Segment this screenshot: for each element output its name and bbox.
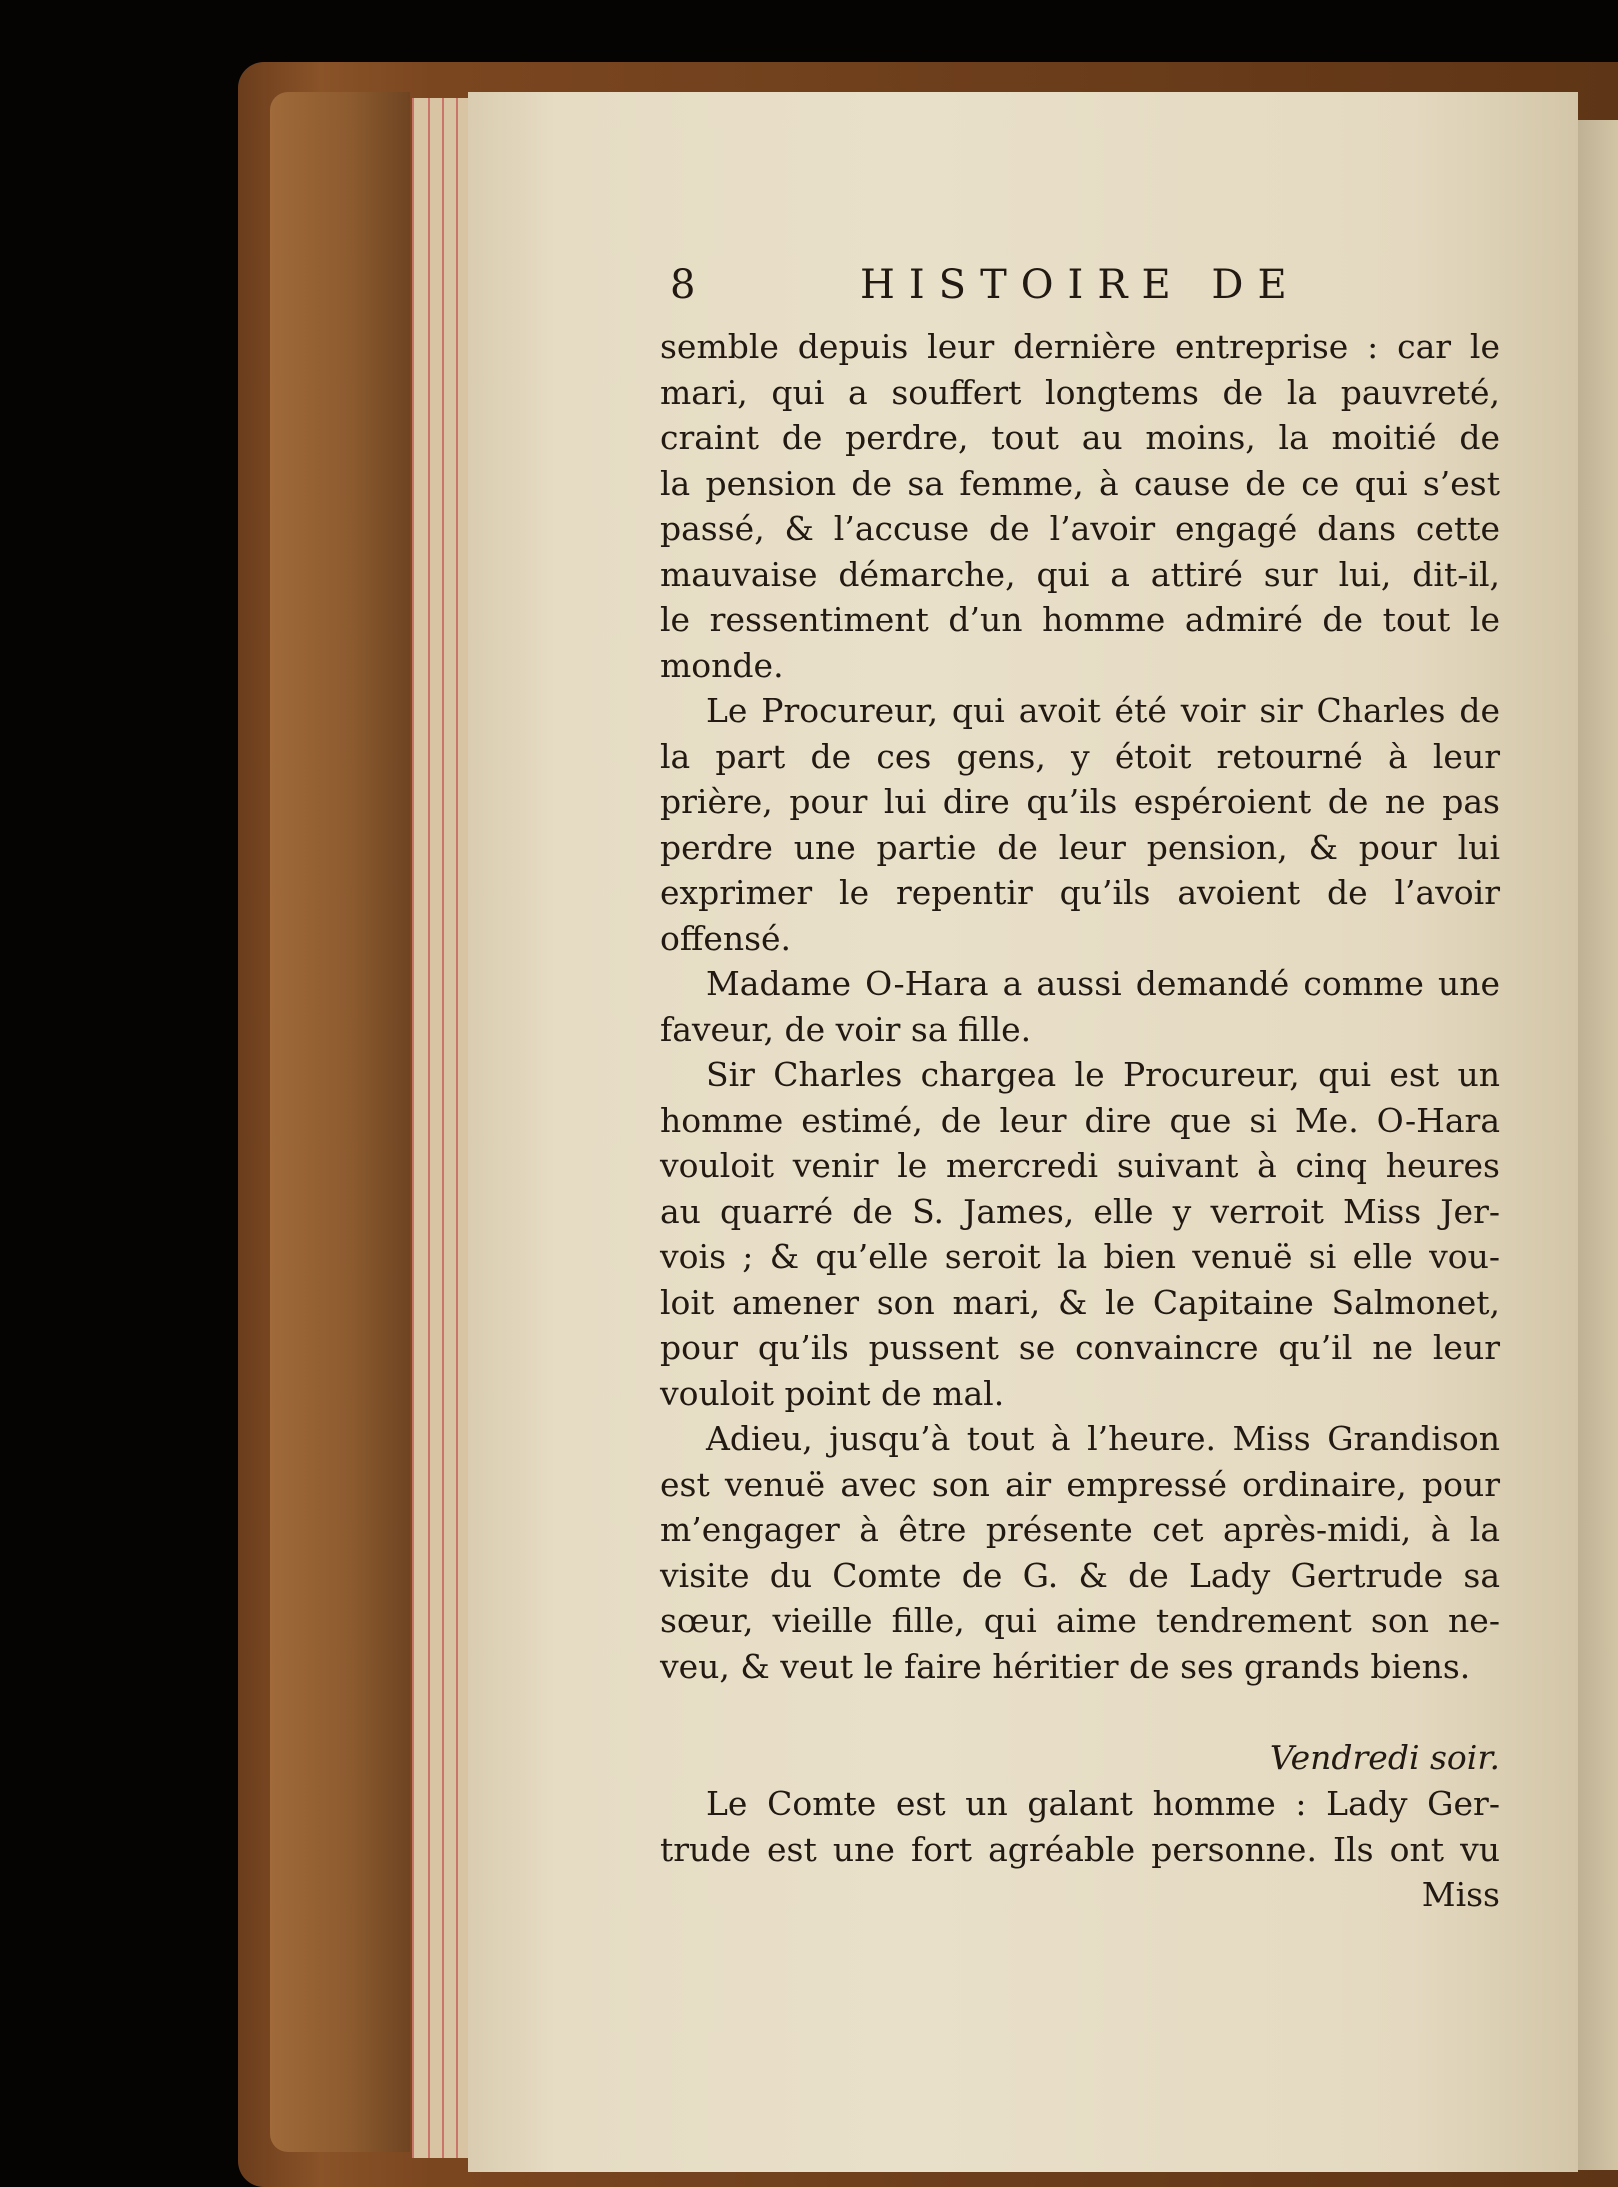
text-line: au quarré de S. James, elle y verroit Miss Jer- bbox=[660, 1191, 1500, 1231]
text-line: trude est une fort agréable personne. Ils ont vu bbox=[660, 1829, 1500, 1869]
text-line: Madame O-Hara a aussi demandé comme une bbox=[706, 964, 1500, 1003]
text-line: prière, pour lui dire qu’ils espéroient de ne pas bbox=[660, 782, 1500, 821]
dateline: Vendredi soir. bbox=[1269, 1738, 1500, 1777]
text-line: homme estimé, de leur dire que si Me. O-Hara bbox=[660, 1100, 1500, 1140]
text-line: perdre une partie de leur pension, & pour lui bbox=[660, 827, 1500, 867]
page-number: 8 bbox=[670, 262, 710, 308]
text-line: loit amener son mari, & le Capitaine Salmonet, bbox=[660, 1282, 1500, 1322]
text-line: craint de perdre, tout au moins, la moitié de bbox=[660, 418, 1500, 457]
text-line: le ressentiment d’un homme admiré de tout le bbox=[660, 600, 1500, 639]
body-paragraphs-continued bbox=[660, 1781, 1500, 1872]
binding-turn-in bbox=[270, 92, 410, 2152]
catchword: Miss bbox=[1421, 1875, 1500, 1914]
text-line: Le Comte est un galant homme : Lady Ger- bbox=[706, 1784, 1500, 1823]
text-line: la pension de sa femme, à cause de ce qui s’est bbox=[660, 463, 1500, 503]
running-title: HISTOIRE DE bbox=[860, 262, 1301, 308]
text-line: passé, & l’accuse de l’avoir engagé dans cette bbox=[660, 509, 1500, 548]
running-head bbox=[660, 262, 1500, 324]
text-line: offensé. bbox=[660, 918, 792, 958]
text-line: faveur, de voir sa fille. bbox=[660, 1009, 1032, 1049]
text-line: est venuë avec son air empressé ordinaire, pour bbox=[660, 1464, 1500, 1504]
text-line: veu, & veut le faire héritier de ses grands biens. bbox=[660, 1646, 1471, 1686]
body-paragraphs bbox=[660, 324, 1500, 1689]
page-edge bbox=[428, 98, 442, 2158]
text-line: vouloit venir le mercredi suivant à cinq heures bbox=[660, 1146, 1500, 1185]
text-line: exprimer le repentir qu’ils avoient de l’avoir bbox=[660, 873, 1500, 912]
page-text bbox=[660, 262, 1500, 1918]
text-line: sœur, vieille fille, qui aime tendrement son ne- bbox=[660, 1601, 1500, 1640]
facing-page-edge bbox=[1578, 120, 1618, 2170]
text-line: m’engager à être présente cet après-midi, à la bbox=[660, 1510, 1500, 1549]
text-line: mauvaise démarche, qui a attiré sur lui, dit-il, bbox=[660, 554, 1500, 594]
text-line: visite du Comte de G. & de Lady Gertrude sa bbox=[660, 1555, 1500, 1595]
page-edge bbox=[412, 98, 428, 2158]
text-line: mari, qui a souffert longtems de la pauvreté, bbox=[660, 372, 1500, 412]
text-line: monde. bbox=[660, 645, 784, 685]
text-line: vouloit point de mal. bbox=[660, 1373, 1005, 1413]
page-edge bbox=[442, 98, 456, 2158]
text-line: la part de ces gens, y étoit retourné à leur bbox=[660, 736, 1500, 776]
text-line: Sir Charles chargea le Procureur, qui est un bbox=[706, 1055, 1500, 1094]
text-line: pour qu’ils pussent se convaincre qu’il ne leur bbox=[660, 1328, 1500, 1367]
text-line: Le Procureur, qui avoit été voir sir Charles de bbox=[706, 691, 1500, 730]
text-line: vois ; & qu’elle seroit la bien venuë si elle vou- bbox=[660, 1237, 1500, 1276]
text-line: semble depuis leur dernière entreprise : car le bbox=[660, 327, 1500, 366]
text-line: Adieu, jusqu’à tout à l’heure. Miss Grandison bbox=[706, 1419, 1500, 1458]
